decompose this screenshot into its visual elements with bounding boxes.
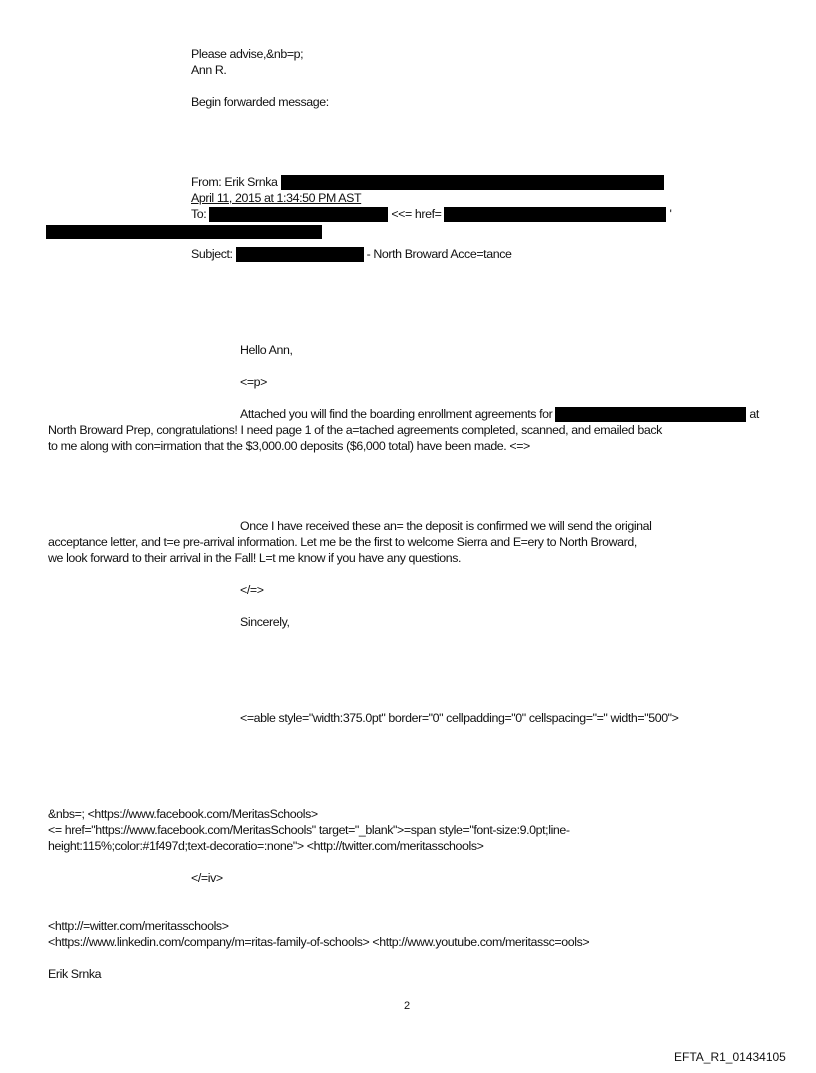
p-tag: <=p> [240, 375, 267, 389]
redaction [444, 207, 666, 222]
para2-line1: Once I have received these an= the deposit is confirmed we will send the original [240, 519, 652, 533]
to-row [191, 206, 671, 222]
href-tail: ' [669, 207, 672, 221]
subject-tail: - North Broward Acce=tance [366, 247, 512, 261]
redaction [46, 225, 322, 239]
date-line: April 11, 2015 at 1:34:50 PM AST [191, 191, 362, 205]
from-line: From: Erik Srnka [191, 175, 278, 189]
href-text: <<= href= [391, 207, 442, 221]
please-advise-text: Please advise,&nb=p; [191, 47, 304, 61]
redaction [236, 247, 364, 262]
forwarded-text: Begin forwarded message: [191, 95, 329, 109]
page-number: 2 [404, 1000, 410, 1012]
para1-line1: Attached you will find the boarding enrollment agreements for [240, 407, 553, 421]
document-id: EFTA_R1_01434105 [674, 1050, 786, 1064]
para1-line1-tail: at [749, 407, 759, 421]
links-line2: <= href="https://www.facebook.com/MeritasSchools" target="_blank">=span style="font-size:9.0pt;line- [48, 823, 570, 837]
closing: Sincerely, [240, 615, 290, 629]
links-line5: <https://www.linkedin.com/company/m=ritas-family-of-schools> <http://www.youtube.com/meritassc=ools> [48, 935, 590, 949]
redaction [209, 207, 388, 222]
signature: Erik Srnka [48, 967, 102, 981]
para2-line2: acceptance letter, and t=e pre-arrival information. Let me be the first to welcome Sierra and E=ery to North Broward, [48, 535, 637, 549]
signoff-text: Ann R. [191, 63, 227, 77]
links-line3: height:115%;color:#1f497d;text-decoratio=:none"> <http://twitter.com/meritasschools> [48, 839, 484, 853]
para1-line1-row [240, 406, 759, 422]
redaction [281, 175, 664, 190]
links-line1: &nbs=; <https://www.facebook.com/MeritasSchools> [48, 807, 318, 821]
div-tag: </=iv> [191, 871, 223, 885]
table-tag: <=able style="width:375.0pt" border="0" cellpadding="0" cellspacing="=" width="500"> [240, 711, 679, 725]
close-tag: </=> [240, 583, 264, 597]
subject-row [191, 246, 511, 262]
para1-line3: to me along with con=irmation that the $3,000.00 deposits ($6,000 total) have been made. <=> [48, 439, 530, 453]
redaction [555, 407, 746, 422]
to-label: To: [191, 207, 207, 221]
greeting: Hello Ann, [240, 343, 293, 357]
para2-line3: we look forward to their arrival in the Fall! L=t me know if you have any questions. [48, 551, 462, 565]
from-row [191, 174, 667, 190]
para1-line2: North Broward Prep, congratulations! I need page 1 of the a=tached agreements completed, scanned, and emailed back [48, 423, 662, 437]
subject-label: Subject: [191, 247, 233, 261]
links-line4: <http://=witter.com/meritasschools> [48, 919, 229, 933]
